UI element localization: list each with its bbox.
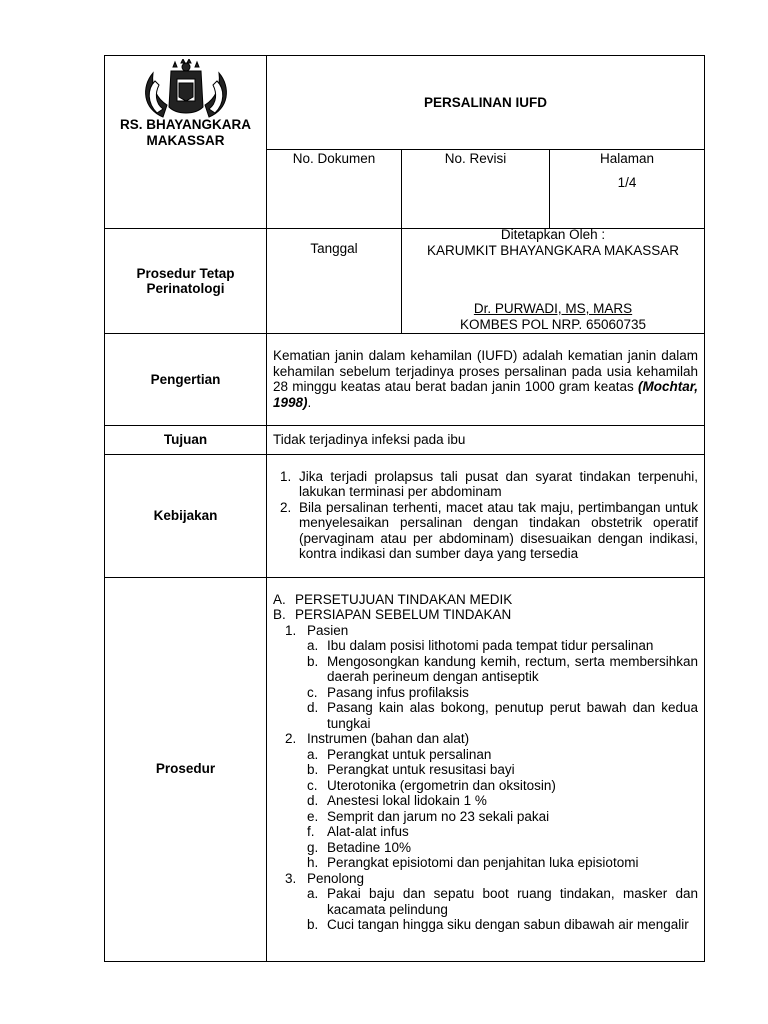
item-text: Ibu dalam posisi lithotomi pada tempat tidur persalinan (327, 638, 654, 653)
list-item (273, 824, 698, 840)
group-title: Instrumen (bahan dan alat) (307, 731, 470, 746)
item-text: Perangkat untuk persalinan (327, 746, 492, 762)
prosedur-group (273, 731, 698, 747)
item-text: Alat-alat infus (327, 824, 409, 839)
item-text: Anestesi lokal lidokain 1 % (327, 793, 487, 808)
item-text: Pakai baju dan sepatu boot ruang tindakan, masker dan kacamata pelindung (327, 886, 699, 917)
list-item (273, 840, 698, 856)
item-text: Perangkat episiotomi dan penjahitan luka episiotomi (327, 855, 639, 870)
item-text: Perangkat untuk resusitasi bayi (327, 762, 515, 777)
item-text: Cuci tangan hingga siku dengan sabun dibawah air mengalir (327, 917, 689, 932)
no-revisi-label: No. Revisi (444, 151, 507, 167)
protap-label-cell (105, 229, 267, 334)
tanggal-label: Tanggal (310, 241, 358, 256)
kebijakan-list (273, 469, 698, 562)
pengertian-text-cell (267, 334, 705, 426)
item-text: Semprit dan jarum no 23 sekali pakai (327, 808, 550, 824)
ditetapkan-cell (402, 229, 705, 334)
prosedur-group (273, 871, 698, 887)
signer-name: Dr. PURWADI, MS, MARS (473, 301, 633, 316)
list-item (273, 654, 698, 685)
item-marker: h. (307, 855, 319, 870)
item-marker: g. (307, 839, 319, 855)
item-marker: b. (307, 653, 319, 669)
tujuan-label-cell (105, 426, 267, 455)
prosedur-section-a (273, 592, 698, 608)
ditetapkan-label: Ditetapkan Oleh : (500, 227, 606, 242)
item-text: Betadine 10% (327, 839, 412, 855)
hospital-header-cell (105, 56, 267, 229)
section-marker: B. (273, 607, 286, 622)
pengertian-label-cell (105, 334, 267, 426)
item-text: Pasang kain alas bokong, penutup perut bawah dan kedua tungkai (327, 700, 699, 731)
signer-rank: KOMBES POL NRP. 65060735 (459, 316, 647, 332)
item-text: Mengosongkan kandung kemih, rectum, serta membersihkan daerah perineum dengan antiseptik (327, 653, 699, 684)
list-item (273, 855, 698, 871)
item-marker: d. (307, 700, 319, 715)
item-marker: c. (307, 684, 318, 700)
halaman-label: Halaman (600, 151, 655, 167)
list-item (273, 917, 698, 933)
police-emblem-icon (133, 59, 239, 121)
list-item (273, 809, 698, 825)
list-item (273, 778, 698, 794)
pengertian-label: Pengertian (150, 371, 221, 387)
sop-table (104, 55, 705, 962)
protap-line2: Perinatologi (146, 281, 225, 296)
tujuan-text: Tidak terjadinya infeksi pada ibu (273, 432, 466, 447)
prosedur-group (273, 623, 698, 639)
pengertian-end: . (307, 394, 312, 410)
tujuan-text-cell (267, 426, 705, 455)
sop-document (104, 55, 704, 932)
list-item (273, 886, 698, 917)
hospital-name-line1: RS. BHAYANGKARA (119, 117, 252, 132)
section-title: PERSETUJUAN TINDAKAN MEDIK (295, 591, 513, 607)
protap-line1: Prosedur Tetap (136, 265, 235, 281)
halaman-value: 1/4 (617, 174, 637, 190)
list-item (273, 793, 698, 809)
kebijakan-label-cell (105, 454, 267, 577)
prosedur-content-cell (267, 577, 705, 961)
section-marker: A. (273, 591, 286, 607)
hospital-name-line2: MAKASSAR (146, 132, 225, 148)
group-title: Pasien (307, 622, 349, 638)
item-marker: b. (307, 762, 319, 777)
list-item: 2. Bila persalinan terhenti, macet atau tak maju, pertimbangan untuk menyelesaikan persalinan dengan tindakan obstetrik operatif (pervaginam atau per abdominam) disesuaikan dengan indikasi, kontra indikasi dan sumber daya yang tersedia (295, 500, 698, 562)
item-marker: d. (307, 793, 319, 808)
item-marker: e. (307, 808, 319, 824)
title-text: PERSALINAN IUFD (424, 94, 548, 110)
group-title: Penolong (307, 870, 365, 886)
item-marker: b. (307, 917, 319, 932)
kebijakan-label: Kebijakan (153, 507, 218, 523)
prosedur-label: Prosedur (155, 761, 216, 777)
item-marker: a. (307, 746, 319, 762)
tanggal-cell (267, 229, 402, 334)
prosedur-groups (273, 623, 698, 933)
prosedur-section-b (273, 607, 698, 623)
item-text: Pasang infus profilaksis (327, 684, 469, 700)
group-marker: 2. (285, 731, 297, 746)
kebijakan-list-cell (267, 454, 705, 577)
item-marker: a. (307, 638, 319, 653)
list-item: 1. Jika terjadi prolapsus tali pusat dan syarat tindakan terpenuhi, lakukan terminasi per abdominam (295, 469, 698, 500)
list-item (273, 638, 698, 654)
no-revisi-cell (402, 150, 550, 229)
list-item (273, 685, 698, 701)
no-dokumen-cell (267, 150, 402, 229)
item-text: Uterotonika (ergometrin dan oksitosin) (327, 777, 556, 793)
pengertian-reference: (Mochtar, 1998) (273, 379, 699, 410)
halaman-cell (550, 150, 705, 229)
section-title: PERSIAPAN SEBELUM TINDAKAN (295, 607, 512, 622)
prosedur-label-cell (105, 577, 267, 961)
group-marker: 1. (285, 622, 297, 638)
pengertian-text: Kematian janin dalam kehamilan (IUFD) adalah kematian janin dalam kehamilan sebelum terjadinya proses persalinan pada usia kehamilah 28 minggu keatas atau berat badan janin 1000 gram keatas (273, 348, 699, 394)
list-item (273, 762, 698, 778)
tujuan-label: Tujuan (163, 432, 208, 447)
ditetapkan-org: KARUMKIT BHAYANGKARA MAKASSAR (426, 242, 680, 258)
document-title (267, 56, 705, 150)
item-marker: a. (307, 886, 319, 901)
group-marker: 3. (285, 870, 297, 886)
item-marker: c. (307, 777, 318, 793)
no-dokumen-label: No. Dokumen (292, 151, 376, 167)
list-item (273, 747, 698, 763)
item-marker: f. (307, 824, 315, 839)
list-item (273, 700, 698, 731)
